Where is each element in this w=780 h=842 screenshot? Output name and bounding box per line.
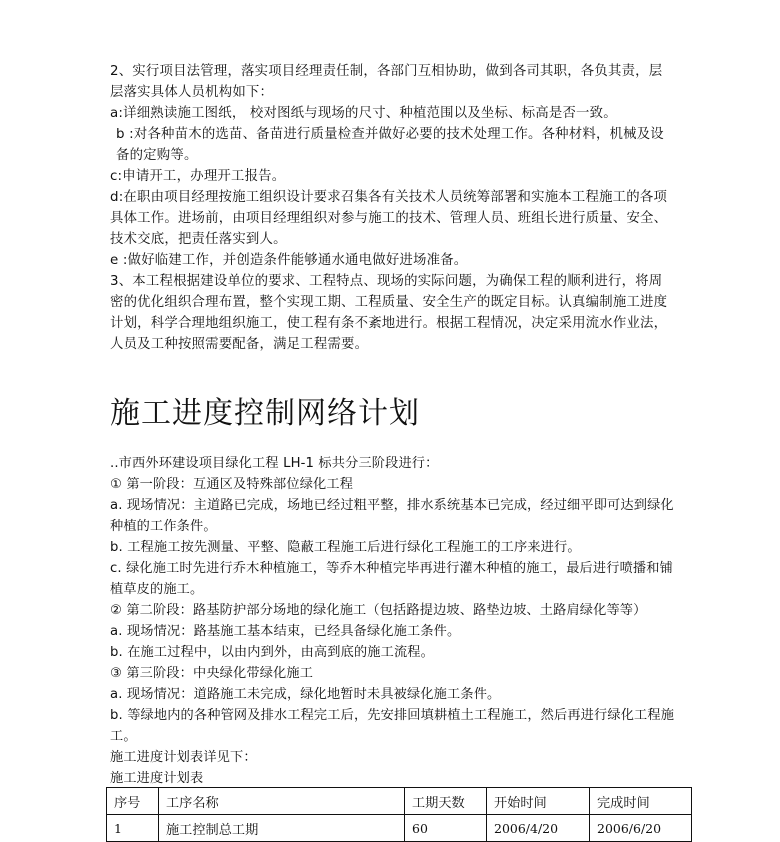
header-process-name: 工序名称 (159, 788, 405, 815)
schedule-table-wrapper (106, 787, 691, 842)
cell-process-name: 施工控制总工期 (159, 815, 405, 842)
phase-one-item-c: c. 绿化施工时先进行乔木种植施工，等乔木种植完毕再进行灌木种植的施工，最后进行喷播和铺植草皮的施工。 (110, 561, 673, 597)
cell-start-date: 2006/4/20 (487, 815, 590, 842)
section-heading: 施工进度控制网络计划 (110, 396, 420, 431)
schedule-section (110, 453, 675, 789)
table-header-row (107, 788, 692, 815)
paragraph-item-d: d:在职由项目经理按施工组织设计要求召集各有关技术人员统筹部署和实施本工程施工的各项具体工作。进场前，由项目经理组织对参与施工的技术、管理人员、班组长进行质量、安全、技术交底，把责任落实到人。 (110, 190, 668, 247)
phase-three-title: ③ 第三阶段：中央绿化带绿化施工 (110, 666, 314, 681)
cell-duration-days: 60 (405, 815, 487, 842)
phase-one-item-a: a. 现场情况：主道路已完成，场地已经过粗平整，排水系统基本已完成，经过细平即可达到绿化种植的工作条件。 (110, 498, 674, 534)
schedule-note: 施工进度计划表详见下： (110, 750, 257, 765)
phase-two-item-b: b. 在施工过程中，以由内到外，由高到底的施工流程。 (110, 645, 434, 660)
organization-section (110, 61, 670, 355)
header-duration-days: 工期天数 (405, 788, 487, 815)
phase-two-item-a: a. 现场情况：路基施工基本结束，已经具备绿化施工条件。 (110, 624, 461, 639)
table-caption: 施工进度计划表 (110, 771, 204, 786)
table-row (107, 815, 692, 842)
header-start-date: 开始时间 (487, 788, 590, 815)
cell-serial: 1 (107, 815, 159, 842)
schedule-table (106, 787, 692, 842)
cell-end-date: 2006/6/20 (590, 815, 692, 842)
paragraph-project-plan: 3、本工程根据建设单位的要求、工程特点、现场的实际问题，为确保工程的顺利进行，将周密的优化组织合理布置，整个实现工期、工程质量、安全生产的既定目标。认真编制施工进度计划，科学合理地组织施工，使工程有条不紊地进行。根据工程情况，决定采用流水作业法，人员及工种按照需要配备，满足工程需要。 (110, 274, 668, 352)
phase-three-item-a: a. 现场情况：道路施工未完成，绿化地暂时未具被绿化施工条件。 (110, 687, 501, 702)
phase-three-item-b: b. 等绿地内的各种管网及排水工程完工后，先安排回填耕植土工程施工，然后再进行绿化工程施工。 (110, 708, 675, 744)
paragraph-intro: ..市西外环建设项目绿化工程 LH-1 标共分三阶段进行： (110, 456, 439, 471)
paragraph-item-a: a:详细熟读施工图纸， 校对图纸与现场的尺寸、种植范围以及坐标、标高是否一致。 (110, 106, 617, 121)
phase-one-title: ① 第一阶段：互通区及特殊部位绿化工程 (110, 477, 354, 492)
paragraph-item-c: c:申请开工，办理开工报告。 (110, 169, 286, 184)
paragraph-item-b: b :对各种苗木的选苗、备苗进行质量检查并做好必要的技术处理工作。各种材料，机械及设备的定购等。 (116, 127, 664, 163)
header-end-date: 完成时间 (590, 788, 692, 815)
paragraph-item-e: e :做好临建工作，并创造条件能够通水通电做好进场准备。 (110, 253, 468, 268)
header-serial: 序号 (107, 788, 159, 815)
phase-two-title: ② 第二阶段：路基防护部分场地的绿化施工（包括路提边坡、路垫边坡、土路肩绿化等等） (110, 603, 647, 618)
phase-one-item-b: b. 工程施工按先测量、平整、隐蔽工程施工后进行绿化工程施工的工序来进行。 (110, 540, 581, 555)
paragraph-project-management: 2、实行项目法管理，落实项目经理责任制，各部门互相协助，做到各司其职，各负其责，层层落实具体人员机构如下： (110, 64, 663, 100)
